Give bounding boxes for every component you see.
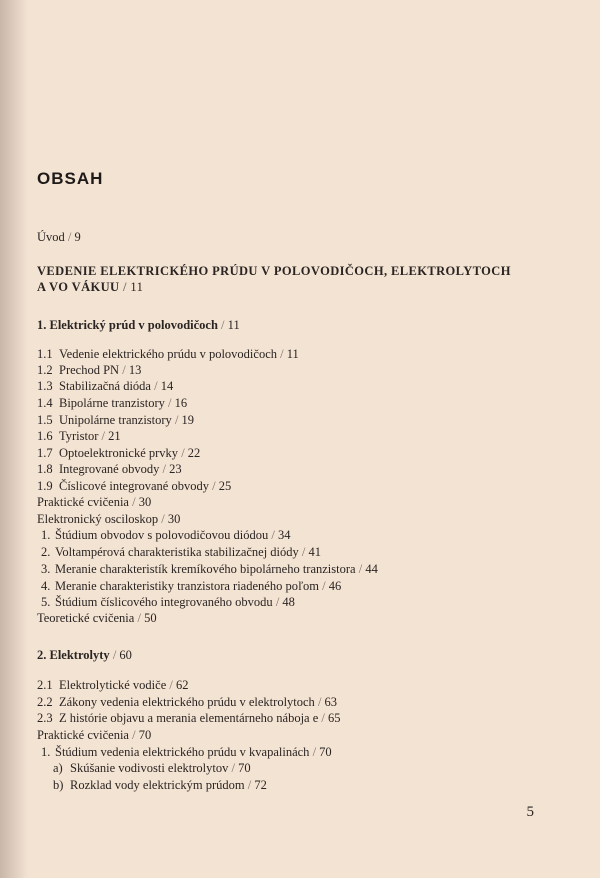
toc-exercise: 4. Meranie charakteristiky tranzistora riadeného poľom / 46	[41, 579, 342, 593]
contents-heading: OBSAH	[37, 169, 104, 188]
toc-entry: Praktické cvičenia / 70	[37, 728, 152, 742]
toc-entry: 1.6 Tyristor / 21	[37, 429, 121, 443]
page-number: 5	[526, 804, 534, 820]
toc-exercise: 3. Meranie charakteristík kremíkového bipolárneho tranzistora / 44	[41, 562, 378, 576]
toc-entry: Teoretické cvičenia / 50	[37, 611, 157, 625]
toc-exercise: 1. Štúdium obvodov s polovodičovou diódou / 34	[41, 528, 291, 542]
toc-entry: 1.9 Číslicové integrované obvody / 25	[37, 479, 232, 493]
toc-exercise: 2. Voltampérová charakteristika stabilizačnej diódy / 41	[41, 545, 322, 559]
toc-chapter-1: 1. Elektrický prúd v polovodičoch / 11	[37, 318, 240, 332]
toc-subexercise: b) Rozklad vody elektrickým prúdom / 72	[53, 778, 267, 792]
toc-entry: 2.2 Zákony vedenia elektrického prúdu v elektrolytoch / 63	[37, 695, 338, 709]
toc-entry: 1.1 Vedenie elektrického prúdu v polovodičoch / 11	[37, 347, 299, 361]
toc-entry: Elektronický osciloskop / 30	[37, 512, 181, 526]
page-spine-shadow	[0, 0, 28, 878]
toc-entry: 1.5 Unipolárne tranzistory / 19	[37, 413, 195, 427]
toc-exercise: 5. Štúdium číslicového integrovaného obvodu / 48	[41, 595, 295, 609]
toc-subexercise: a) Skúšanie vodivosti elektrolytov / 70	[53, 761, 251, 775]
toc-entry: 1.2 Prechod PN / 13	[37, 363, 142, 377]
toc-exercise: 1. Štúdium vedenia elektrického prúdu v kvapalinách / 70	[41, 745, 332, 759]
toc-entry: 1.4 Bipolárne tranzistory / 16	[37, 396, 188, 410]
toc-part-title-line2: A VO VÁKUU / 11	[37, 280, 144, 294]
toc-entry-uvod: Úvod / 9	[37, 230, 81, 244]
toc-entry: 2.1 Elektrolytické vodiče / 62	[37, 678, 189, 692]
toc-chapter-2: 2. Elektrolyty / 60	[37, 648, 132, 662]
toc-entry: 1.8 Integrované obvody / 23	[37, 462, 182, 476]
toc-entry: 2.3 Z histórie objavu a merania elementárneho náboja e / 65	[37, 711, 341, 725]
toc-entry: Praktické cvičenia / 30	[37, 495, 152, 509]
toc-part-title-line1: VEDENIE ELEKTRICKÉHO PRÚDU V POLOVODIČOCH, ELEKTROLYTOCH	[37, 264, 511, 278]
toc-entry: 1.7 Optoelektronické prvky / 22	[37, 446, 201, 460]
toc-entry: 1.3 Stabilizačná dióda / 14	[37, 379, 174, 393]
